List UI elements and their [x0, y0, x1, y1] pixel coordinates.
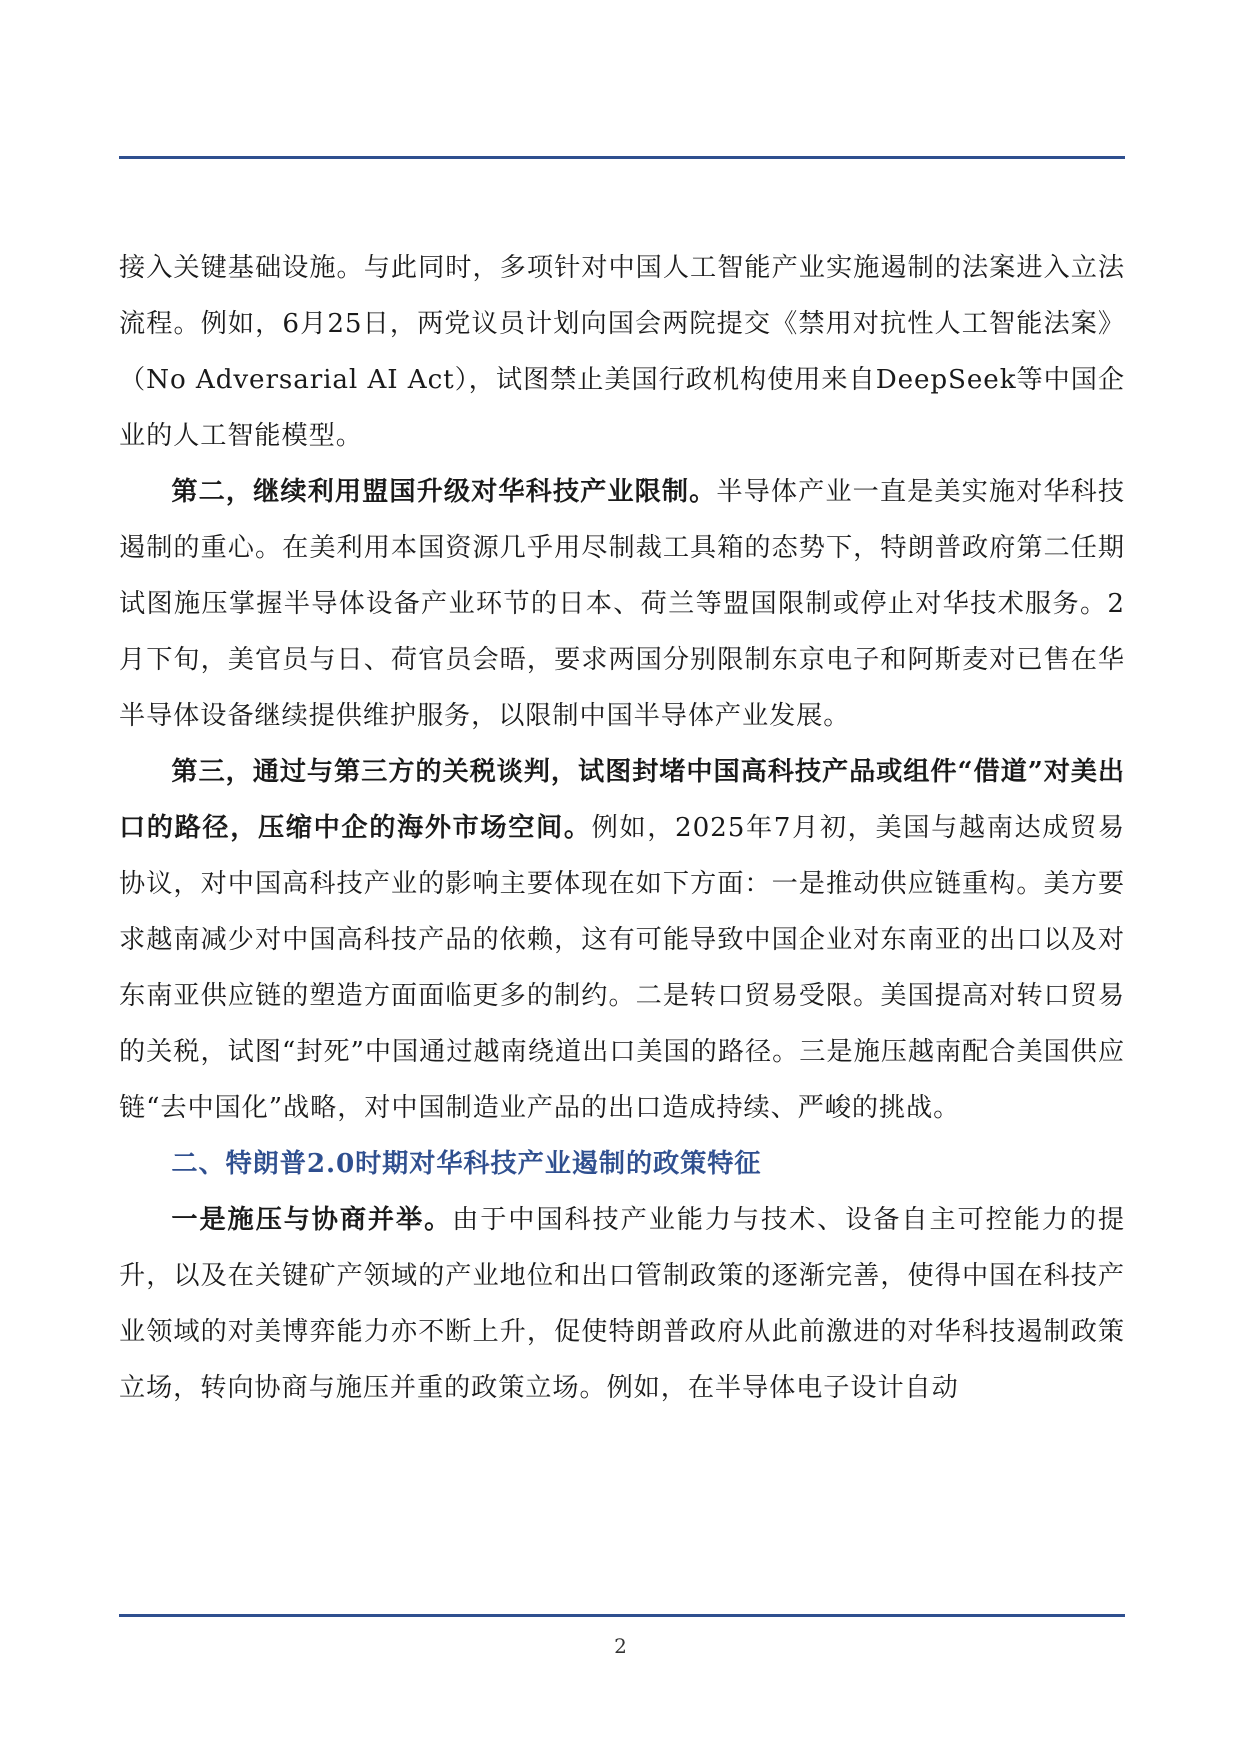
header-rule	[119, 156, 1125, 159]
paragraph-4	[119, 1192, 1125, 1416]
paragraph-4-text: 由于中国科技产业能力与技术、设备自主可控能力的提升，以及在关键矿产领域的产业地位和出口管制政策的逐渐完善，使得中国在科技产业领域的对美博弈能力亦不断上升，促使特朗普政府从此前激进的对华科技遏制政策立场，转向协商与施压并重的政策立场。例如，在半导体电子设计自动	[119, 1205, 1125, 1403]
section-heading: 二、特朗普2.0时期对华科技产业遏制的政策特征	[171, 1148, 762, 1179]
paragraph-2-text: 半导体产业一直是美实施对华科技遏制的重心。在美利用本国资源几乎用尽制裁工具箱的态势下，特朗普政府第二任期试图施压掌握半导体设备产业环节的日本、荷兰等盟国限制或停止对华技术服务。2月下旬，美官员与日、荷官员会晤，要求两国分别限制东京电子和阿斯麦对已售在华半导体设备继续提供维护服务，以限制中国半导体产业发展。	[119, 477, 1126, 731]
paragraph-2	[119, 464, 1125, 744]
footer-rule	[119, 1614, 1125, 1617]
paragraph-2-lead: 第二，继续利用盟国升级对华科技产业限制。	[171, 476, 717, 507]
paragraph-3	[119, 744, 1125, 1136]
body-text	[119, 240, 1125, 1416]
page-number: 2	[614, 1634, 627, 1658]
paragraph-4-lead: 一是施压与协商并举。	[171, 1204, 453, 1235]
paragraph-1: 接入关键基础设施。与此同时，多项针对中国人工智能产业实施遏制的法案进入立法流程。例如，6月25日，两党议员计划向国会两院提交《禁用对抗性人工智能法案》（No Adversarial AI Act），试图禁止美国行政机构使用来自DeepSeek等中国企业的人工智能模型。	[119, 253, 1125, 451]
paragraph-3-lead: 第三，通过与第三方的关税谈判，试图封堵中国高科技产品或组件“借道”对美出口的路径，压缩中企的海外市场空间。	[119, 756, 1125, 843]
paragraph-3-text: 例如，2025年7月初，美国与越南达成贸易协议，对中国高科技产业的影响主要体现在如下方面：一是推动供应链重构。美方要求越南减少对中国高科技产品的依赖，这有可能导致中国企业对东南亚的出口以及对东南亚供应链的塑造方面面临更多的制约。二是转口贸易受限。美国提高对转口贸易的关税，试图“封死”中国通过越南绕道出口美国的路径。三是施压越南配合美国供应链“去中国化”战略，对中国制造业产品的出口造成持续、严峻的挑战。	[119, 813, 1125, 1123]
